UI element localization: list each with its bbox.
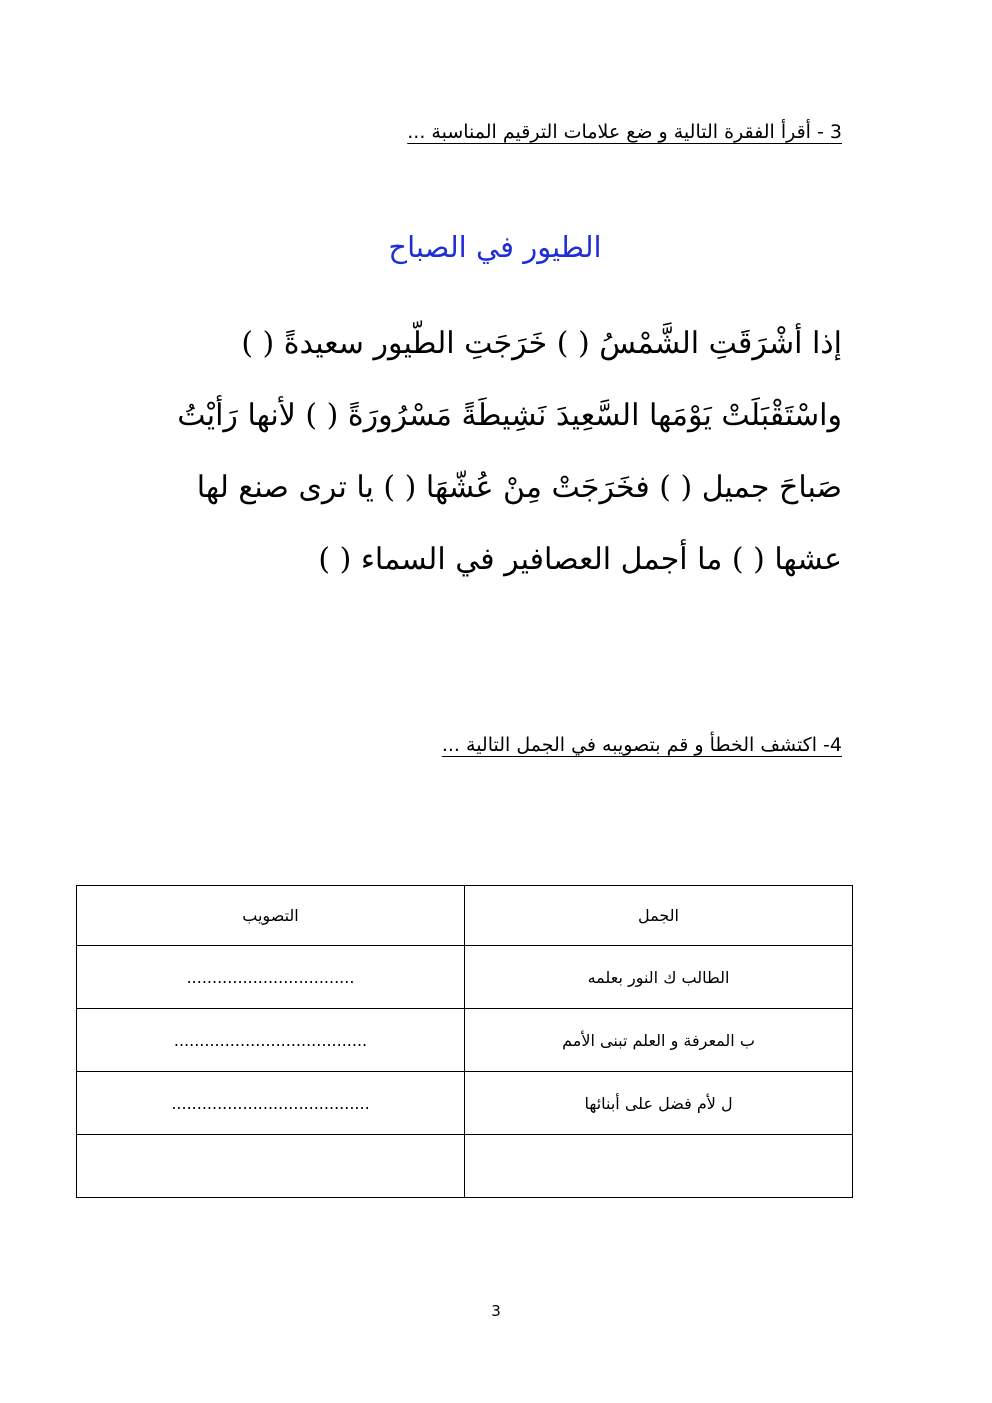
sentence-cell <box>465 1135 853 1198</box>
answer-blank: ....................................... <box>171 1093 370 1113</box>
answer-blank: ...................................... <box>173 1030 368 1050</box>
correction-cell[interactable] <box>77 1009 465 1072</box>
correction-cell[interactable] <box>77 946 465 1009</box>
table-row <box>77 946 853 1009</box>
table-row <box>77 1072 853 1135</box>
sentence-cell: ل لأم فضل على أبنائها <box>465 1072 853 1135</box>
sentence-cell: ب المعرفة و العلم تبنى الأمم <box>465 1009 853 1072</box>
question-4-title: 4- اكتشف الخطأ و قم بتصويبه في الجمل التالية ... <box>441 734 842 756</box>
page-number: 3 <box>491 1302 501 1320</box>
story-paragraph <box>162 308 842 596</box>
story-line: عشها ( ) ما أجمل العصافير في السماء ( ) <box>318 542 842 577</box>
correction-cell[interactable] <box>77 1072 465 1135</box>
question-3-title: 3 - أقرأ الفقرة التالية و ضع علامات الترقيم المناسبة ... <box>407 121 842 143</box>
table-row <box>77 1009 853 1072</box>
sentence-cell: الطالب ك النور بعلمه <box>465 946 853 1009</box>
header-correction: التصويب <box>77 886 465 946</box>
story-line: صَباحَ جميل ( ) فخَرَجَتْ مِنْ عُشّهَا ( ) يا ترى صنع لها <box>196 470 842 505</box>
table-header-row <box>77 886 853 946</box>
story-title: الطيور في الصباح <box>388 230 602 264</box>
story-line: إذا أشْرَقَتِ الشَّمْسُ ( ) خَرَجَتِ الطّيور سعيدةً ( ) <box>241 326 842 361</box>
header-sentences: الجمل <box>465 886 853 946</box>
answer-blank: ................................. <box>186 967 355 987</box>
correction-table <box>76 885 853 1198</box>
correction-cell[interactable] <box>77 1135 465 1198</box>
table-row <box>77 1135 853 1198</box>
story-line: واسْتَقْبَلَتْ يَوْمَها السَّعِيدَ نَشِيطَةً مَسْرُورَةً ( ) لأنها رَأيْتُ <box>177 398 842 433</box>
